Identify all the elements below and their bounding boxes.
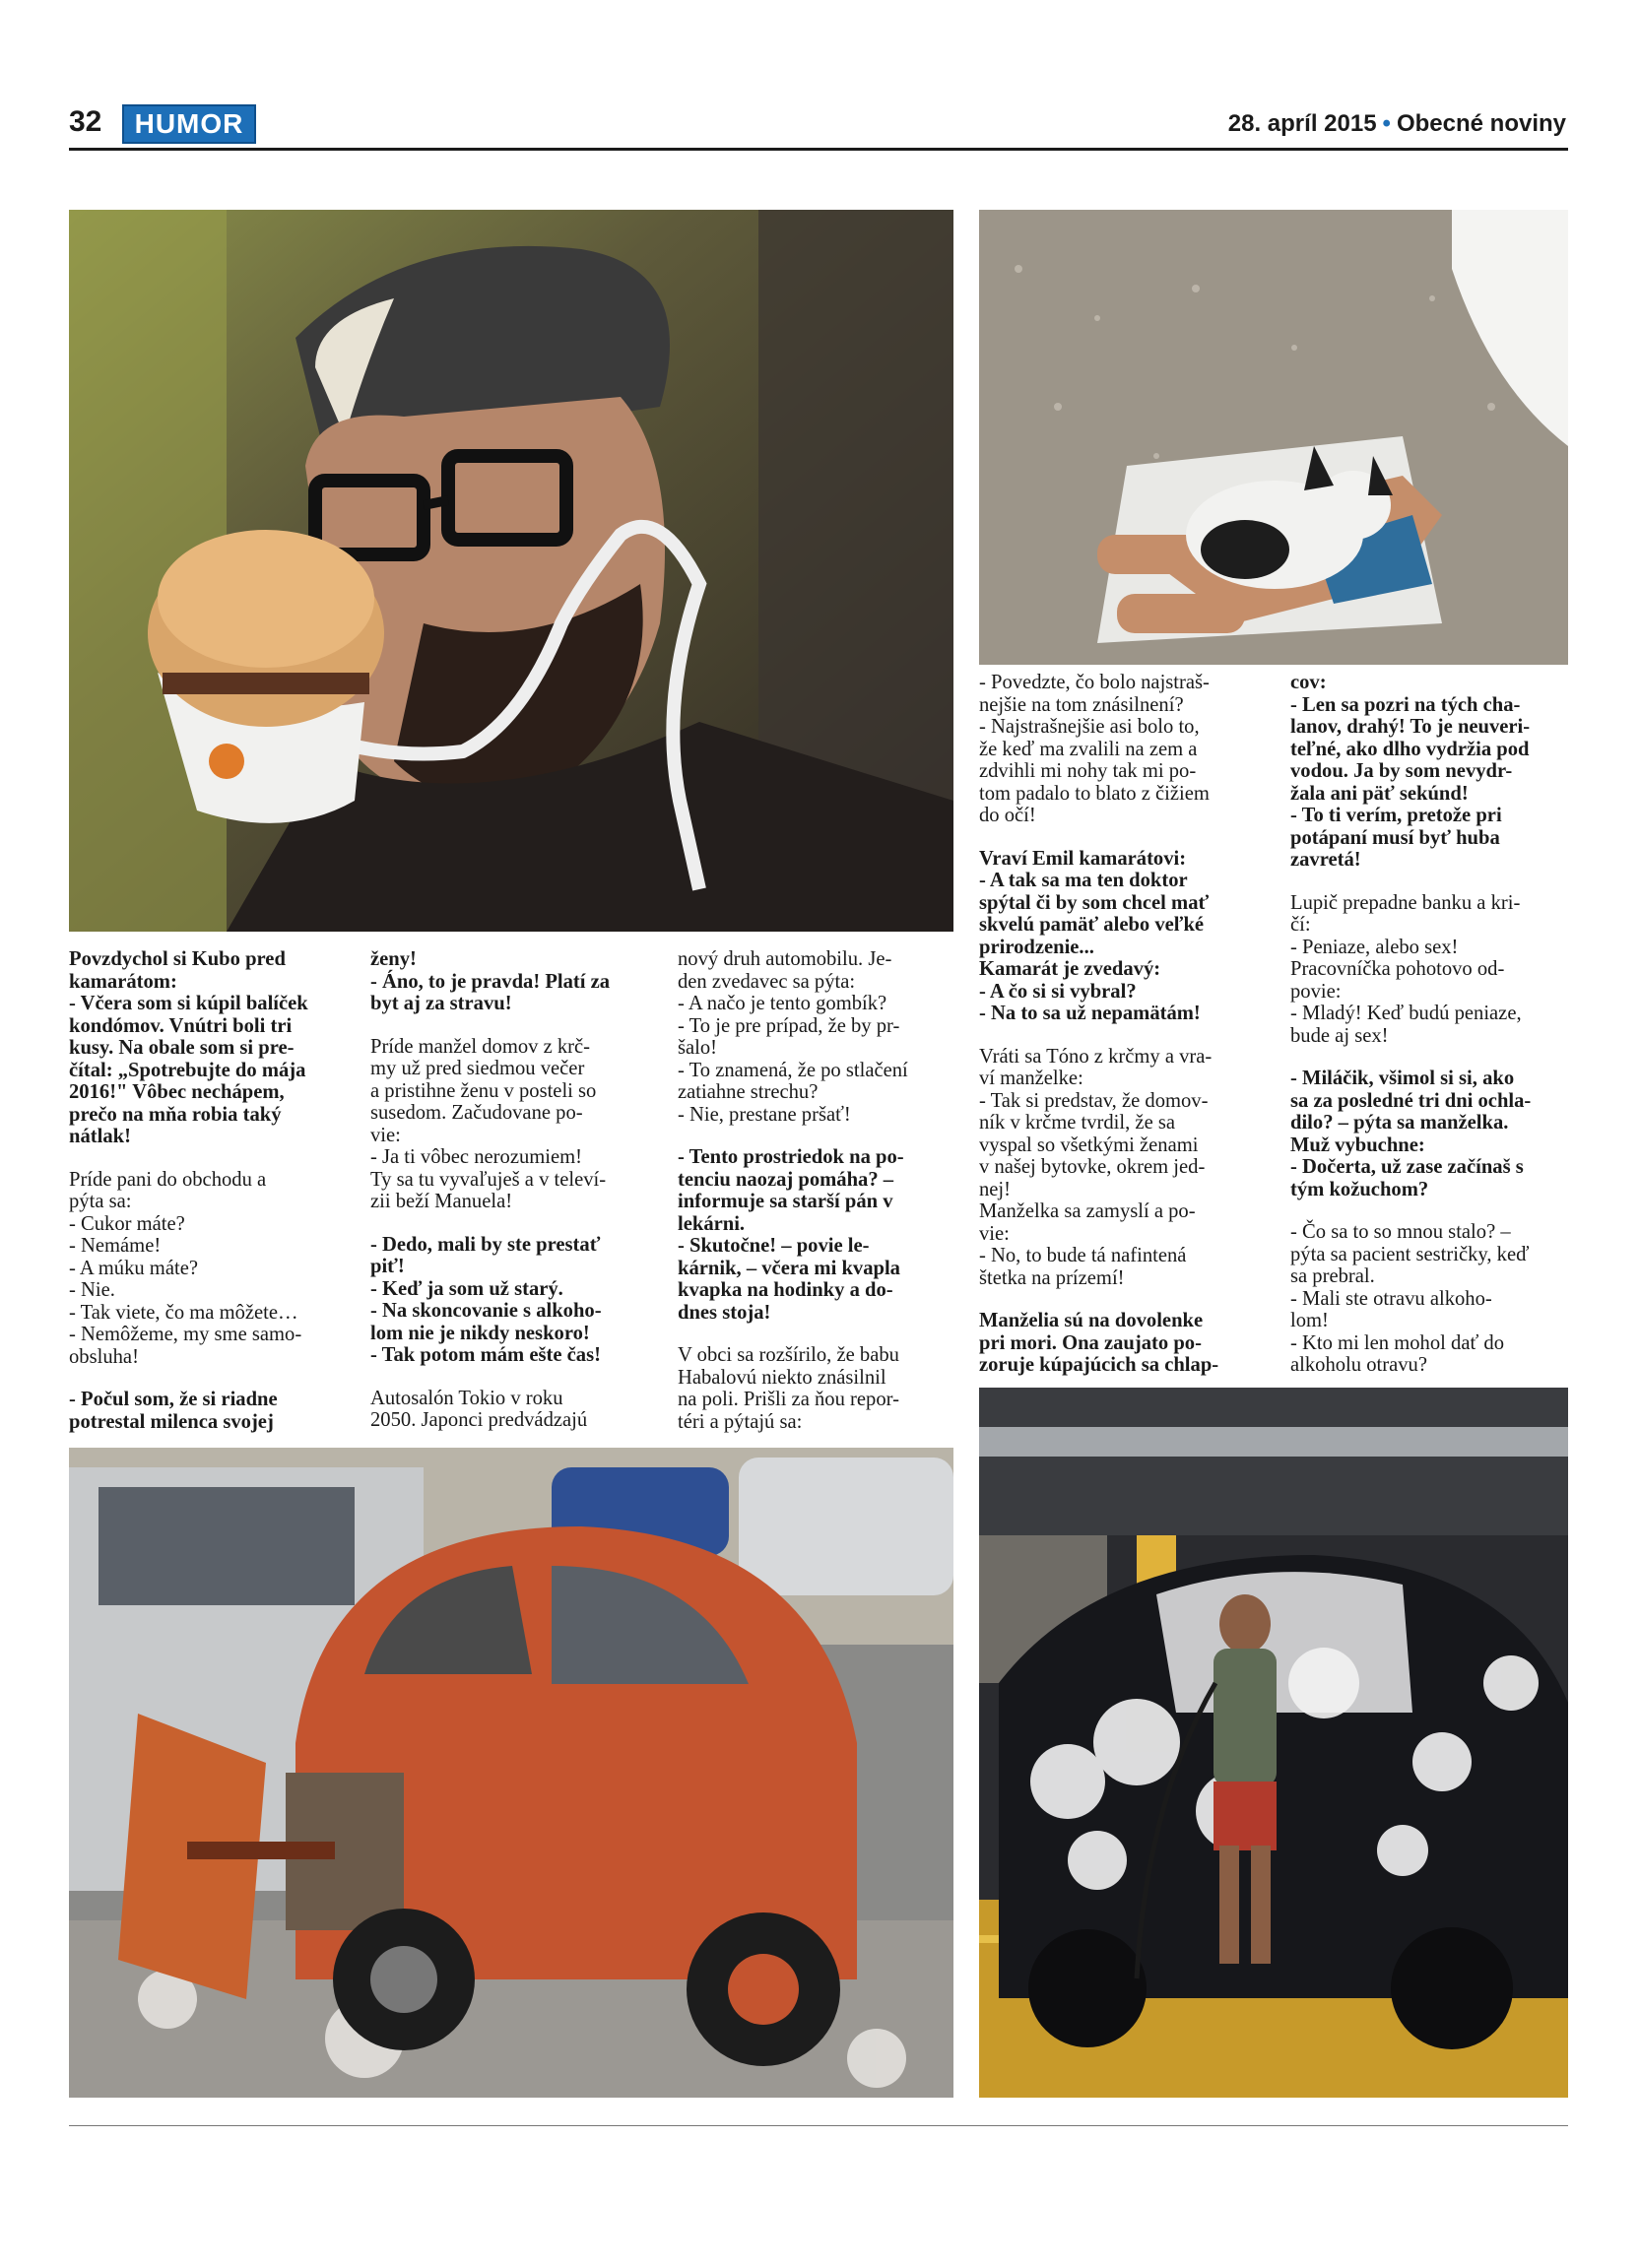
page-number: 32 — [69, 105, 102, 138]
joke-habalova-end: - Povedzte, čo bolo najstraš- nejšie na tom znásilnení? - Najstrašnejšie asi bolo to, že keď ma zvalili na zem a zdvihli mi nohy tak mi po- tom padalo to blato z čižiem do očí! — [979, 672, 1210, 826]
photo-dog-beach — [979, 210, 1568, 665]
joke-sea-end: cov: - Len sa pozri na tých cha- lanov, drahý! To je neuveri- teľné, ako dlho vydržia pod vodou. Ja by som nevydr- žala ani päť sekúnd! - To ti verím, pretože pri potápaní musí byť huba zavretá! — [1290, 672, 1531, 871]
issue-date: 28. apríl 2015 — [1227, 110, 1377, 137]
dog-on-sunbather-image — [979, 210, 1568, 665]
small-car-with-plow-image — [69, 1448, 953, 2098]
photo-burger-holder — [69, 210, 953, 932]
column-5 — [1290, 672, 1568, 1377]
column-1 — [69, 948, 345, 1433]
joke-fur-coat: - Miláčik, všimol si si, ako sa za posledné tri dni ochla- dilo? – pýta sa manželka. Muž vybuchne: - Dočerta, už zase začínaš s tým kožuchom? — [1290, 1068, 1532, 1200]
joke-pharmacy: - Tento prostriedok na po- tenciu naozaj pomáha? – informuje sa starší pán v lekárni. - Skutočne! – povie le- kárnik, – včera mi kvapla kvapka na hodinky a do- dnes stoja! — [678, 1146, 904, 1324]
man-eating-burger-image — [69, 210, 953, 932]
joke-doctor-memory: Vraví Emil kamarátovi: - A tak sa ma ten doktor spýtal či by som chcel mať skvelú pamäť alebo veľké prirodzenie... Kamarát je zvedavý: - A čo si si vybral? - Na to sa už nepamätám! — [979, 847, 1210, 1024]
publication-name: Obecné noviny — [1396, 110, 1566, 137]
joke-sea-start: Manželia sú na dovolenke pri mori. Ona zaujato po- zoruje kúpajúcich sa chlap- — [979, 1310, 1219, 1376]
joke-habalova-start: V obci sa rozšírilo, že babu Habalovú niekto znásilnil na poli. Prišli za ňou repor- téri a pýtajú sa: — [678, 1344, 899, 1433]
column-3 — [678, 948, 953, 1433]
issue-info — [1228, 106, 1566, 142]
joke-tono: Vráti sa Tóno z krčmy a vra- ví manželke: - Tak si predstav, že domov- ník v krčme tvrdil, že sa vyspal so všetkými ženami v našej bytovke, okrem jed- nej! Manželka sa zamyslí a po- vie: - No, to bude tá nafintená štetka na prízemí! — [979, 1045, 1213, 1289]
section-label: HUMOR — [122, 104, 256, 144]
joke-tokio-start: Autosalón Tokio v roku 2050. Japonci predvádzajú — [370, 1387, 588, 1431]
joke-grandpa: - Dedo, mali by ste prestať piť! - Keď ja som už starý. - Na skoncovanie s alkoho- lom nie je nikdy neskoro! - Tak potom mám ešte čas! — [370, 1233, 602, 1366]
joke-bank-robber: Lupič prepadne banku a kri- čí: - Peniaze, alebo sex! Pracovníčka pohotovo od- povie: - Mladý! Keď budú peniaze, bude aj sex! — [1290, 891, 1522, 1047]
car-covered-in-foam-image — [979, 1388, 1568, 2098]
joke-shop: Príde pani do obchodu a pýta sa: - Cukor máte? - Nemáme! - A múku máte? - Nie. - Tak viete, čo ma môžete… - Nemôžeme, my sme samo- obsluha! — [69, 1168, 302, 1368]
joke-manuela: Príde manžel domov z krč- my už pred siedmou večer a pristihne ženu v posteli so susedom. Začudovane po- vie: - Ja ti vôbec nerozumiem! Ty sa tu vyvaľuješ a v televí- zii beží Manuela! — [370, 1035, 607, 1212]
photo-fiat-snowplow — [69, 1448, 953, 2098]
column-4 — [979, 672, 1255, 1377]
header-rule — [69, 148, 1568, 151]
joke-alcohol-poisoning: - Čo sa to so mnou stalo? – pýta sa pacient sestričky, keď sa prebral. - Mali ste otravu alkoho- lom! - Kto mi len mohol dať do alkoholu otravu? — [1290, 1221, 1530, 1376]
footer-rule — [69, 2125, 1568, 2126]
joke-lover-end: ženy! - Áno, to je pravda! Platí za byt aj za stravu! — [370, 948, 611, 1014]
joke-condoms: Povzdychol si Kubo pred kamarátom: - Včera som si kúpil balíček kondómov. Vnútri boli tri kusy. Na obale som si pre- čítal: „Spotrebujte do mája 2016!" Vôbec nechápem, prečo na mňa robia taký nátlak! — [69, 948, 308, 1147]
joke-tokio-end: nový druh automobilu. Je- den zvedavec sa pýta: - A načo je tento gombík? - To je pre prípad, že by pr- šalo! - To znamená, že po stlačení zatiahne strechu? - Nie, prestane pršať! — [678, 948, 908, 1126]
photo-car-wash-foam — [979, 1388, 1568, 2098]
separator-dot: • — [1382, 110, 1391, 137]
joke-lover-start: - Počul som, že si riadne potrestal milenca svojej — [69, 1389, 278, 1433]
column-2 — [370, 948, 646, 1432]
